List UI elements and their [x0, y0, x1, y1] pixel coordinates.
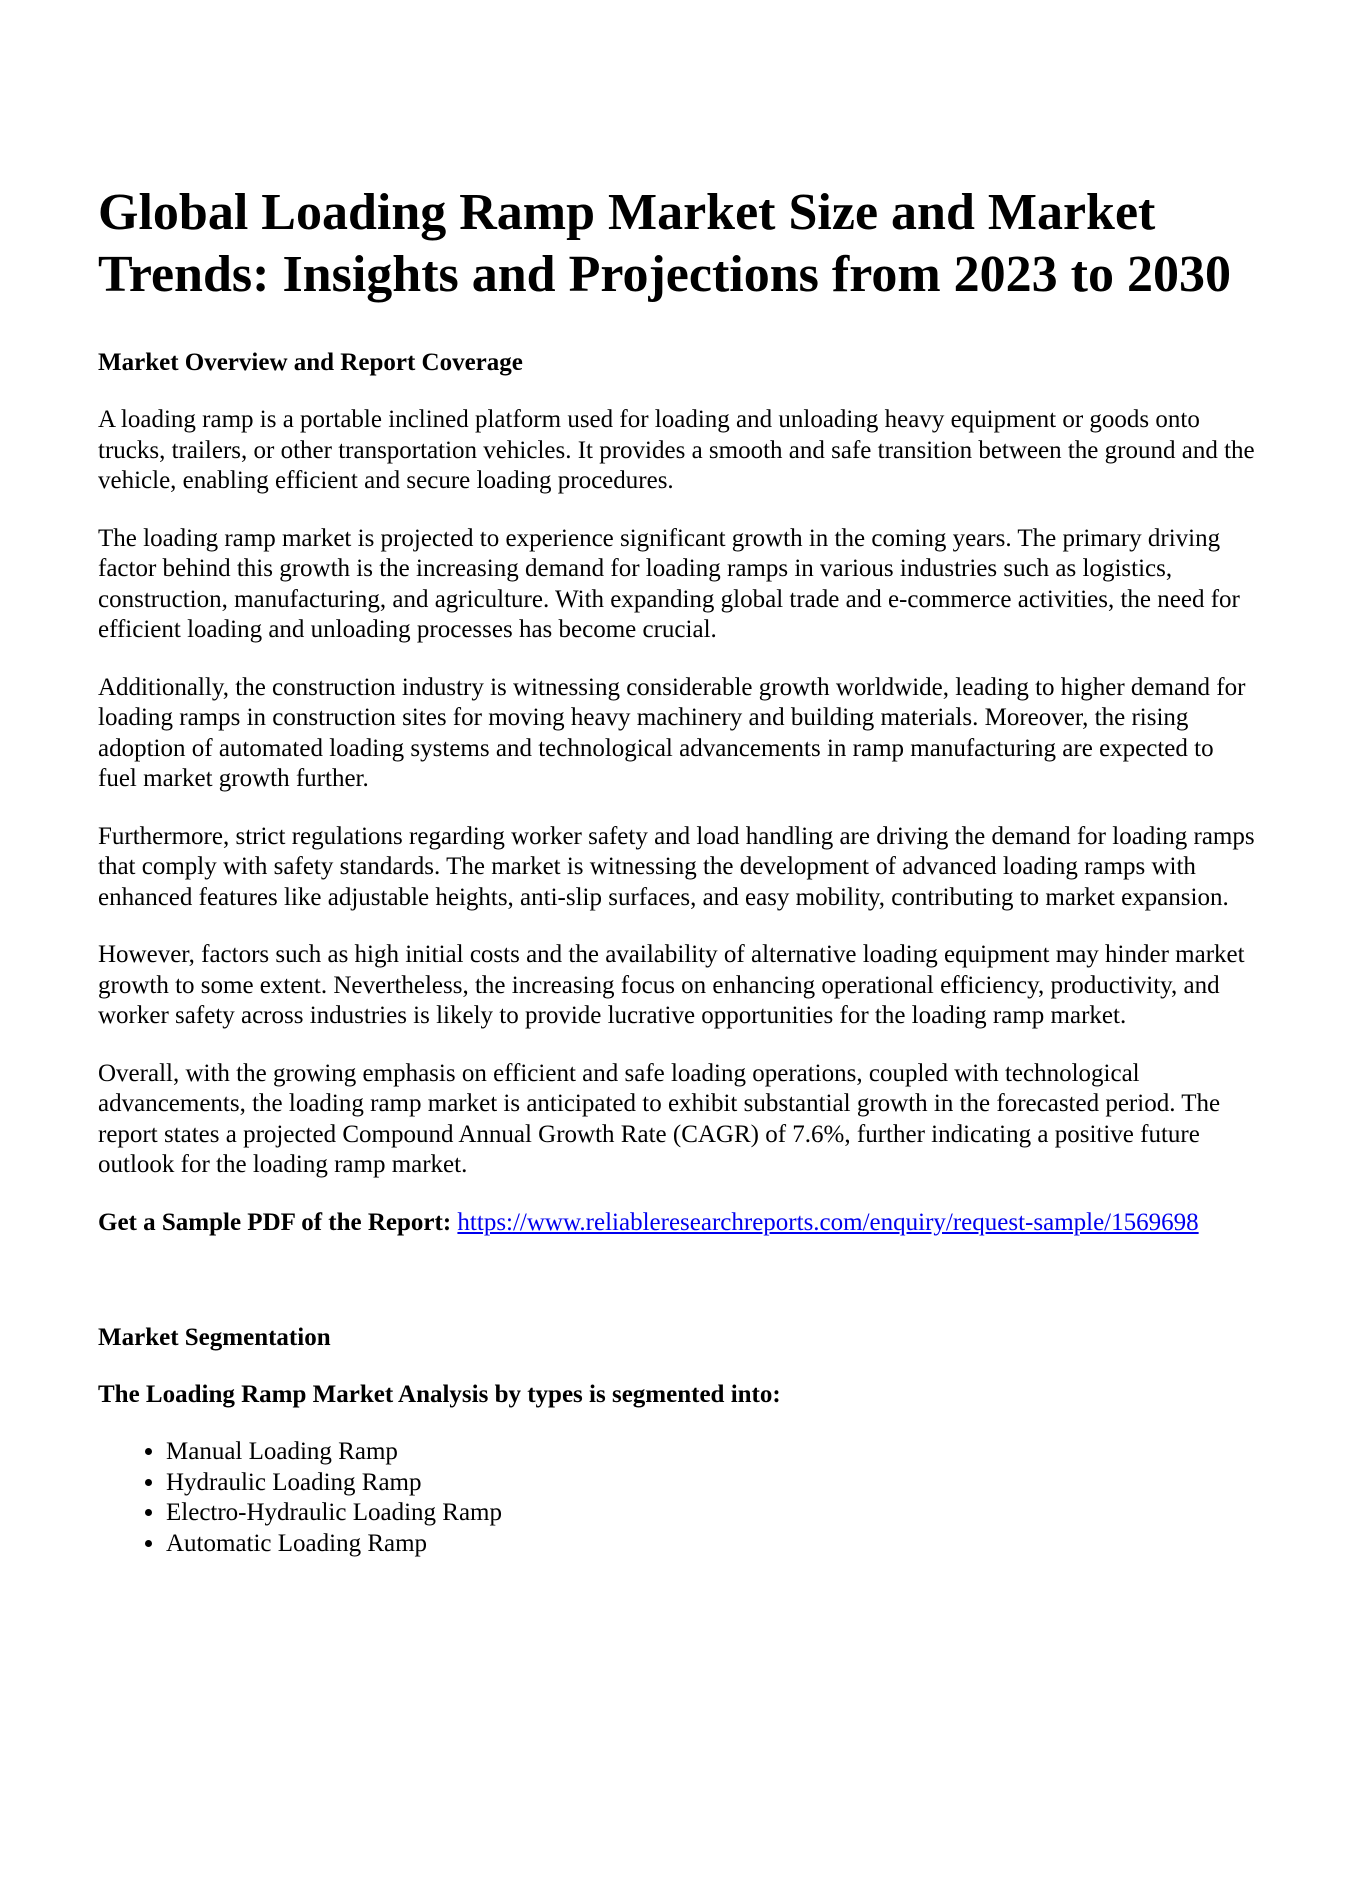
segmentation-subheading: The Loading Ramp Market Analysis by types is segmented into:	[98, 1381, 781, 1408]
overview-paragraph: However, factors such as high initial costs and the availability of alternative loading equipment may hinder market growth to some extent. Nevertheless, the increasing focus on enhancing operational efficiency, productivity, and worker safety across industries is likely to provide lucrative opportunities for the loading ramp market.	[98, 941, 1245, 1029]
section-spacer	[98, 1265, 1258, 1323]
document-page	[98, 182, 1258, 1559]
list-item: • Electro-Hydraulic Loading Ramp	[166, 1498, 1258, 1529]
document-title: Global Loading Ramp Market Size and Market Trends: Insights and Projections from 2023 to 2030	[98, 184, 1231, 303]
list-item: • Automatic Loading Ramp	[166, 1529, 1258, 1560]
overview-paragraph: The loading ramp market is projected to experience significant growth in the coming years. The primary driving factor behind this growth is the increasing demand for loading ramps in various industries such as logistics, construction, manufacturing, and agriculture. With expanding global trade and e-commerce activities, the need for efficient loading and unloading processes has become crucial.	[98, 524, 1240, 643]
list-item: • Manual Loading Ramp	[166, 1437, 1258, 1468]
sample-pdf-label: Get a Sample PDF of the Report:	[98, 1208, 452, 1236]
segmentation-heading: Market Segmentation	[98, 1324, 331, 1351]
overview-heading: Market Overview and Report Coverage	[98, 349, 523, 376]
overview-paragraph: Additionally, the construction industry is witnessing considerable growth worldwide, leading to higher demand for loading ramps in construction sites for moving heavy machinery and building materials. Moreover, the rising adoption of automated loading systems and technological advancements in ramp manufacturing are expected to fuel market growth further.	[98, 673, 1246, 792]
segment-type-list	[98, 1437, 1258, 1559]
sample-pdf-line	[98, 1208, 1258, 1239]
overview-paragraph: A loading ramp is a portable inclined platform used for loading and unloading heavy equipment or goods onto trucks, trailers, or other transportation vehicles. It provides a smooth and safe transition between the ground and the vehicle, enabling efficient and secure loading procedures.	[98, 406, 1255, 494]
overview-paragraph: Furthermore, strict regulations regarding worker safety and load handling are driving the demand for loading ramps that comply with safety standards. The market is witnessing the development of advanced loading ramps with enhanced features like adjustable heights, anti-slip surfaces, and easy mobility, contributing to market expansion.	[98, 822, 1255, 911]
overview-paragraph: Overall, with the growing emphasis on efficient and safe loading operations, coupled with technological advancements, the loading ramp market is anticipated to exhibit substantial growth in the forecasted period. The report states a projected Compound Annual Growth Rate (CAGR) of 7.6%, further indicating a positive future outlook for the loading ramp market.	[98, 1059, 1221, 1178]
list-item: • Hydraulic Loading Ramp	[166, 1468, 1258, 1499]
sample-pdf-link[interactable]: https://www.reliableresearchreports.com/enquiry/request-sample/1569698	[457, 1208, 1199, 1236]
